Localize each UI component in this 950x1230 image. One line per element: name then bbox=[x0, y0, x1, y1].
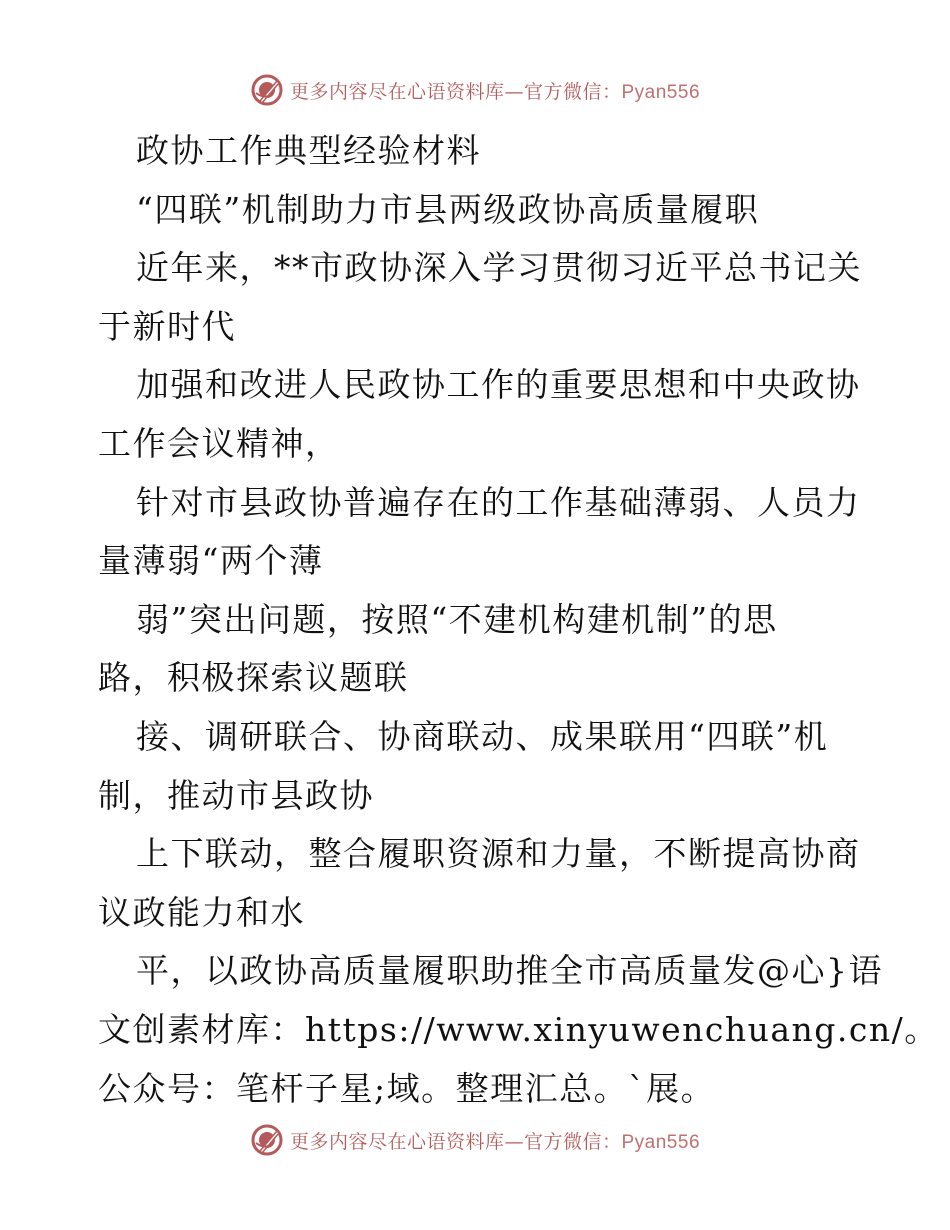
text-line: 文创素材库：https://www.xinyuwenchuang.cn/。 bbox=[98, 1009, 939, 1049]
text-line: 接、调研联合、协商联动、成果联用“四联”机 bbox=[136, 716, 829, 756]
text-line: 政协工作典型经验材料 bbox=[136, 131, 481, 170]
header-banner bbox=[0, 68, 950, 112]
text-line: 公众号：笔杆子星;域。整理汇总。`展。 bbox=[98, 1068, 716, 1108]
pen-logo-icon bbox=[250, 73, 284, 107]
text-line: 量薄弱“两个薄 bbox=[98, 541, 324, 581]
text-line: 于新时代 bbox=[98, 306, 236, 346]
pen-logo-icon bbox=[250, 1123, 284, 1157]
banner-handle: Pyan556 bbox=[621, 1131, 701, 1153]
text-line: “四联”机制助力市县两级政协高质量履职 bbox=[136, 189, 760, 229]
text-line: 加强和改进人民政协工作的重要思想和中央政协 bbox=[136, 365, 861, 405]
footer-banner bbox=[0, 1118, 950, 1162]
banner-text: 更多内容尽在心语资料库—官方微信：Pyan556 bbox=[289, 1130, 701, 1153]
text-line: 路，积极探索议题联 bbox=[98, 658, 409, 698]
document-body bbox=[98, 122, 939, 1118]
text-line: 议政能力和水 bbox=[98, 892, 305, 932]
text-line: 平，以政协高质量履职助推全市高质量发@心}语 bbox=[136, 951, 883, 991]
text-line: 制，推动市县政协 bbox=[98, 775, 374, 815]
text-line: 工作会议精神， bbox=[98, 423, 340, 463]
banner-text: 更多内容尽在心语资料库—官方微信：Pyan556 bbox=[289, 80, 701, 103]
text-line: 针对市县政协普遍存在的工作基础薄弱、人员力 bbox=[136, 482, 861, 522]
banner-handle: Pyan556 bbox=[621, 81, 701, 103]
text-line: 上下联动，整合履职资源和力量，不断提高协商 bbox=[136, 834, 861, 874]
text-line: 弱”突出问题，按照“不建机构建机制”的思 bbox=[136, 599, 778, 639]
text-line: 近年来，**市政协深入学习贯彻习近平总书记关 bbox=[136, 248, 862, 288]
